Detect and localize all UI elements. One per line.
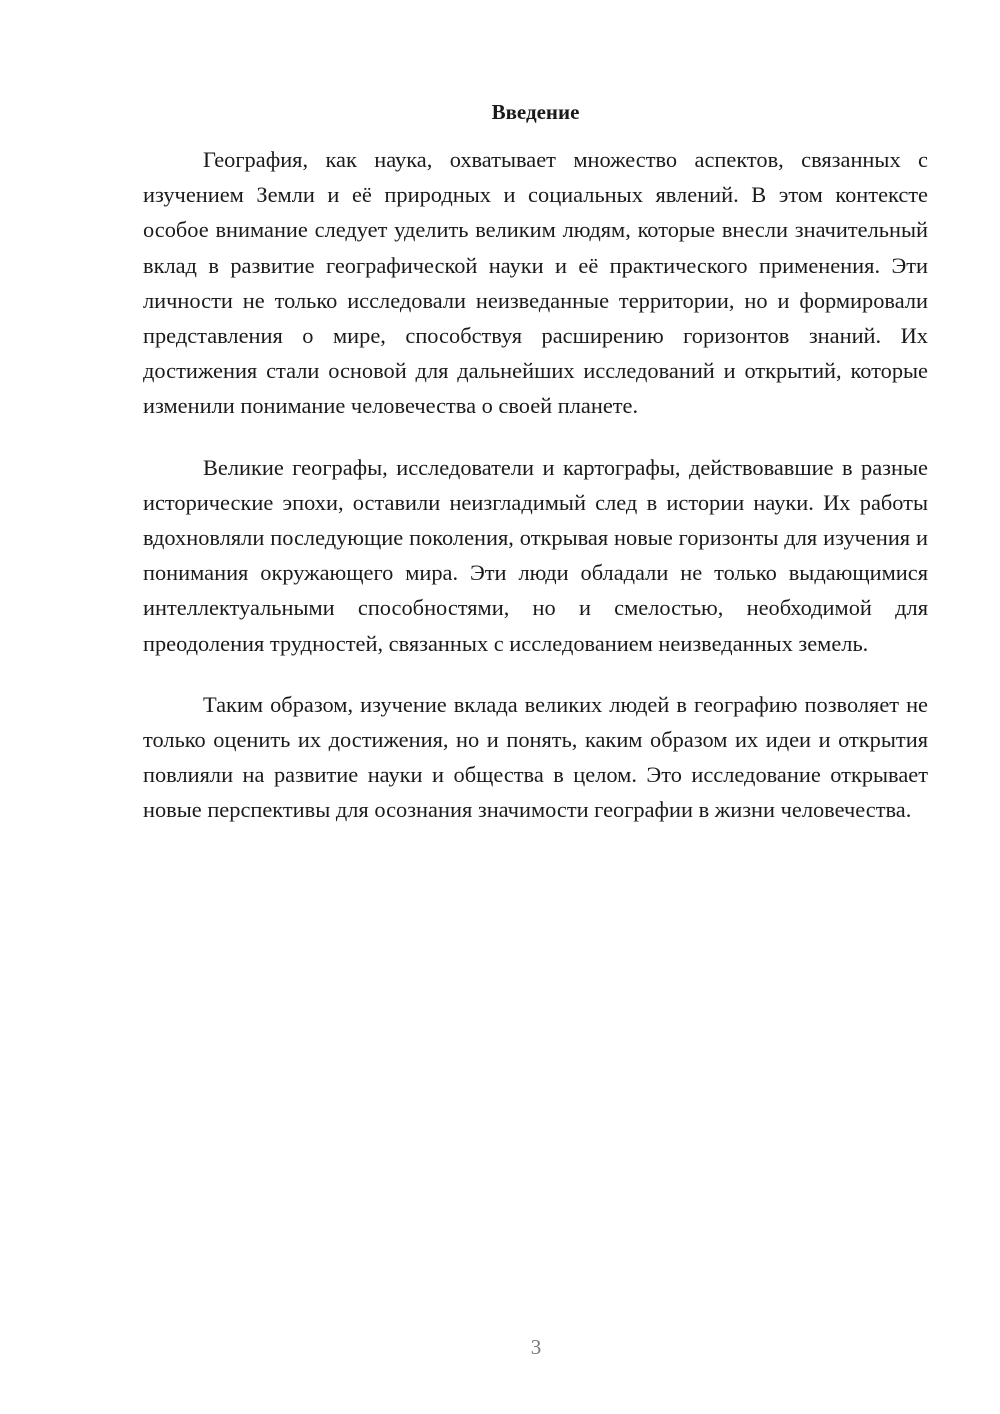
document-body [143, 142, 928, 854]
page-number: 3 [530, 1335, 542, 1359]
paragraph-3: Таким образом, изучение вклада великих людей в географию позволяет не только оценить их достижения, но и понять, каким образом их идеи и открытия повлияли на развитие науки и общества в целом. Это исследование открывает новые перспективы для осознания значимости географии в жизни человечества. [143, 691, 928, 823]
section-title: Введение [491, 100, 580, 124]
paragraph-1: География, как наука, охватывает множество аспектов, связанных с изучением Земли и её природных и социальных явлений. В этом контексте особое внимание следует уделить великим людям, которые внесли значительный вклад в развитие географической науки и её практического применения. Эти личности не только исследовали неизведанные территории, но и формировали представления о мире, способствуя расширению горизонтов знаний. Их достижения стали основой для дальнейших исследований и открытий, которые изменили понимание человечества о своей планете. [143, 147, 928, 419]
paragraph-2: Великие географы, исследователи и картографы, действовавшие в разные исторические эпохи, оставили неизгладимый след в истории науки. Их работы вдохновляли последующие поколения, открывая новые горизонты для изучения и понимания окружающего мира. Эти люди обладали не только выдающимися интеллектуальными способностями, но и смелостью, необходимой для преодоления трудностей, связанных с исследованием неизведанных земель. [143, 454, 928, 656]
